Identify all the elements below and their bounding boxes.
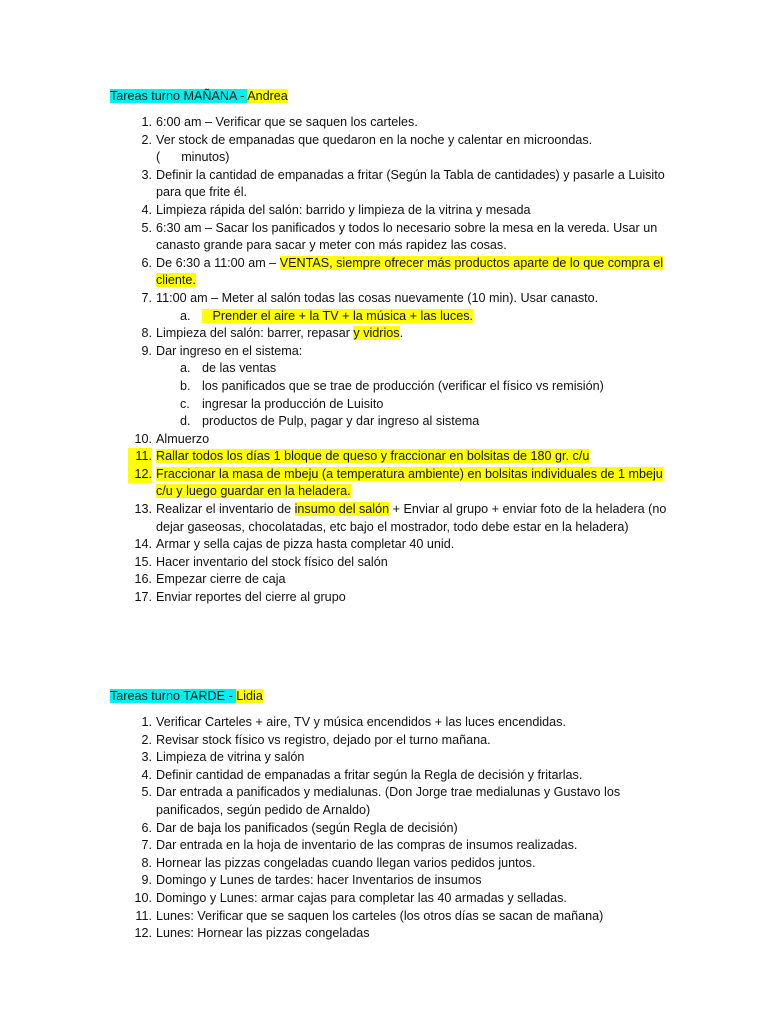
list-item — [110, 714, 670, 732]
item-text: De 6:30 a 11:00 am – — [156, 255, 280, 270]
afternoon-shift-employee: Lidia — [236, 689, 263, 703]
item-text: 6:00 am – Verificar que se saquen los carteles. — [156, 115, 418, 129]
list-item — [110, 749, 670, 767]
list-item — [110, 466, 670, 501]
item-text-after: + Enviar al grupo + enviar foto de la heladera (no dejar gaseosas, chocolatadas, etc bajo el mostrador, todo debe estar en la heladera) — [156, 502, 667, 534]
item-number: 2. — [141, 732, 152, 747]
item-number: 8. — [141, 855, 152, 870]
item-highlight: insumo del salón — [294, 502, 390, 517]
item-text: Lunes: Hornear las pizzas congeladas — [156, 926, 370, 941]
item-text: 6:30 am – Sacar los panificados y todos lo necesario sobre la mesa en la vereda. Usar un canasto grande para sacar y meter con más rapidez las cosas. — [156, 220, 658, 253]
item-number: 16. — [134, 572, 152, 587]
item-highlight: Fraccionar la masa de mbeju (a temperatura ambiente) en bolsitas individuales de 1 mbeju c/u y luego guardar en la heladera. — [156, 466, 663, 499]
item-text-line2: ( minutos) — [156, 150, 230, 165]
item-text: Revisar stock físico vs registro, dejado por el turno mañana. — [156, 732, 491, 747]
list-item — [110, 431, 670, 449]
item-text: Enviar reportes del cierre al grupo — [156, 590, 346, 605]
item-number: 9. — [141, 343, 152, 358]
sub-list — [156, 308, 670, 326]
item-number: 4. — [141, 202, 152, 217]
list-item — [110, 220, 670, 255]
item-number: 12. — [134, 926, 152, 941]
sub-list — [156, 360, 670, 430]
list-item — [110, 167, 670, 202]
afternoon-task-list — [110, 714, 670, 943]
item-text: Verificar Carteles + aire, TV y música encendidos + las luces encendidas. — [156, 715, 566, 729]
sub-item-letter: a. — [180, 361, 191, 376]
item-text: 11:00 am – Meter al salón todas las cosas nuevamente (10 min). Usar canasto. — [156, 290, 599, 305]
list-item — [110, 255, 670, 290]
sub-item-text-content: Prender el aire + la TV + la música + las luces. — [212, 308, 474, 323]
item-text: Dar entrada en la hoja de inventario de las compras de insumos realizadas. — [156, 838, 578, 853]
item-number: 17. — [134, 590, 152, 605]
item-number: 13. — [134, 502, 152, 517]
sub-list-item — [156, 396, 670, 414]
sub-item-text — [202, 309, 473, 323]
sub-item-letter: c. — [180, 396, 190, 411]
item-text: Dar ingreso en el sistema: — [156, 343, 303, 358]
list-item — [110, 114, 670, 132]
sub-list-item — [156, 413, 670, 431]
item-text: Domingo y Lunes de tardes: hacer Inventarios de insumos — [156, 873, 482, 888]
item-number: 6. — [141, 820, 152, 835]
list-item — [110, 325, 670, 343]
item-text: Almuerzo — [156, 431, 210, 446]
list-item — [110, 536, 670, 554]
item-text: Hornear las pizzas congeladas cuando llegan varios pedidos juntos. — [156, 855, 536, 870]
morning-shift-heading — [110, 87, 670, 105]
list-item — [110, 571, 670, 589]
sub-item-text: productos de Pulp, pagar y dar ingreso al sistema — [202, 414, 480, 429]
item-number: 11. — [135, 908, 152, 923]
item-number: 15. — [134, 554, 152, 569]
item-number: 1. — [141, 715, 152, 729]
item-number: 4. — [141, 767, 152, 782]
sub-item-text: los panificados que se trae de producción (verificar el físico vs remisión) — [202, 378, 604, 393]
item-number: 5. — [141, 785, 152, 800]
item-number: 7. — [141, 290, 152, 305]
item-text: Limpieza rápida del salón: barrido y limpieza de la vitrina y mesada — [156, 202, 531, 217]
morning-task-list — [110, 114, 670, 607]
item-number: 6. — [141, 255, 152, 270]
item-number: 3. — [141, 750, 152, 765]
item-text: Lunes: Verificar que se saquen los carteles (los otros días se sacan de mañana) — [156, 908, 604, 923]
item-number: 2. — [141, 132, 152, 147]
morning-shift-title: Tareas turno MAÑANA - — [110, 89, 248, 103]
item-text-after: . — [399, 326, 404, 341]
item-highlight: y vidrios — [353, 326, 400, 341]
item-text: Empezar cierre de caja — [156, 572, 286, 587]
item-number: 7. — [141, 838, 152, 853]
list-item — [110, 855, 670, 873]
item-text: Limpieza del salón: barrer, repasar — [156, 326, 354, 341]
item-number: 9. — [141, 873, 152, 888]
morning-shift-employee: Andrea — [247, 89, 288, 103]
item-number: 14. — [134, 537, 152, 552]
item-text: Definir la cantidad de empanadas a fritar (Según la Tabla de cantidades) y pasarle a Luisito para que frite él. — [156, 167, 665, 200]
afternoon-shift-title: Tareas turno TARDE - — [110, 689, 237, 703]
list-item — [110, 448, 670, 466]
sub-item-letter: b. — [180, 378, 191, 393]
afternoon-shift-heading — [110, 687, 670, 705]
item-text: Dar de baja los panificados (según Regla de decisión) — [156, 820, 458, 835]
item-highlight: VENTAS, siempre ofrecer más productos aparte de lo que compra el cliente. — [156, 255, 664, 288]
item-text: Domingo y Lunes: armar cajas para completar las 40 armadas y selladas. — [156, 890, 567, 905]
sub-list-item — [156, 378, 670, 396]
list-item — [110, 767, 670, 785]
item-number: 10. — [134, 431, 152, 446]
item-highlight: Rallar todos los días 1 bloque de queso y fraccionar en bolsitas de 180 gr. c/u — [156, 449, 590, 464]
sub-list-item — [156, 308, 670, 326]
list-item — [110, 501, 670, 536]
item-number: 8. — [141, 326, 152, 341]
list-item — [110, 872, 670, 890]
list-item — [110, 290, 670, 325]
list-item — [110, 132, 670, 167]
afternoon-shift-section — [110, 687, 670, 943]
item-text: Definir cantidad de empanadas a fritar según la Regla de decisión y fritarlas. — [156, 767, 583, 782]
morning-shift-section — [110, 87, 670, 607]
list-item — [110, 343, 670, 431]
item-number: 11. — [128, 448, 152, 466]
item-text: Hacer inventario del stock físico del salón — [156, 554, 388, 569]
list-item — [110, 554, 670, 572]
sub-item-letter: a. — [180, 308, 191, 323]
sub-item-text: ingresar la producción de Luisito — [202, 396, 384, 411]
item-text: Ver stock de empanadas que quedaron en la noche y calentar en microondas. — [156, 132, 593, 147]
item-text: Realizar el inventario de — [156, 502, 295, 517]
list-item — [110, 732, 670, 750]
list-item — [110, 925, 670, 943]
list-item — [110, 837, 670, 855]
list-item — [110, 202, 670, 220]
list-item — [110, 820, 670, 838]
list-item — [110, 890, 670, 908]
list-item — [110, 784, 670, 819]
item-text: Armar y sella cajas de pizza hasta completar 40 unid. — [156, 537, 455, 552]
sub-item-letter: d. — [180, 414, 191, 429]
item-number: 12. — [128, 466, 152, 484]
item-number: 1. — [141, 115, 152, 129]
item-text: Dar entrada a panificados y medialunas. (Don Jorge trae medialunas y Gustavo los panificados, según pedido de Arnaldo) — [156, 785, 621, 817]
sub-item-text: de las ventas — [202, 361, 277, 376]
list-item — [110, 908, 670, 926]
list-item — [110, 589, 670, 607]
item-number: 5. — [141, 220, 152, 235]
item-number: 3. — [141, 167, 152, 182]
item-number: 10. — [134, 890, 152, 905]
sub-list-item — [156, 360, 670, 378]
item-text: Limpieza de vitrina y salón — [156, 750, 305, 765]
